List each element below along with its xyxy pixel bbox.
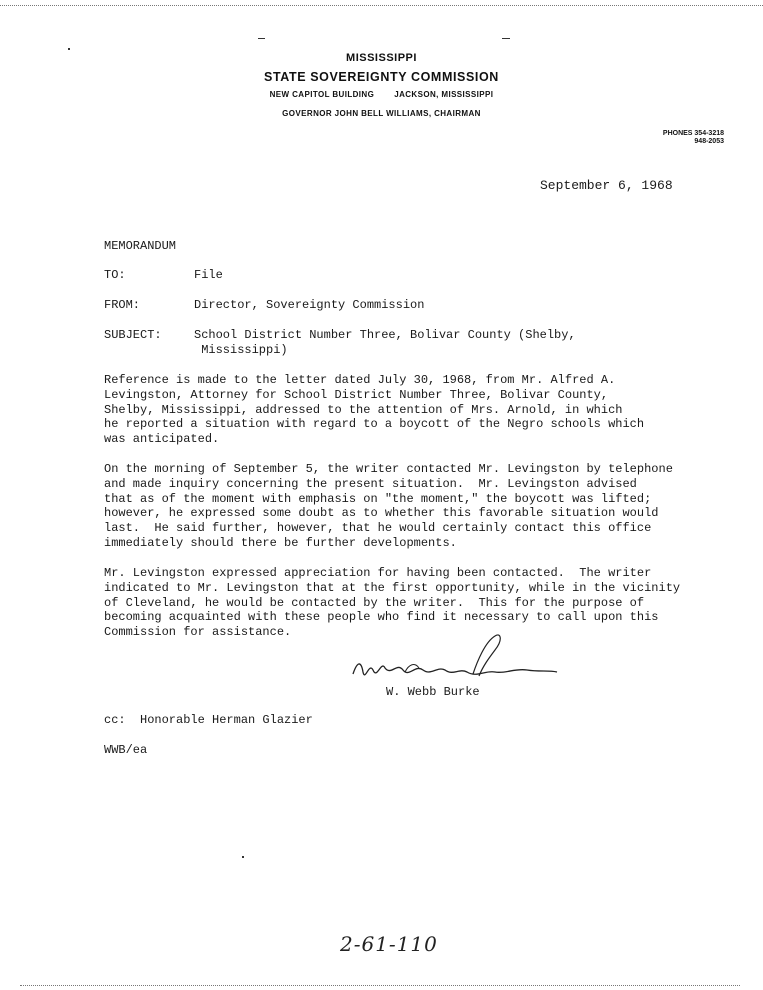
body-paragraph-2 xyxy=(104,462,714,551)
body-paragraph-1 xyxy=(104,373,714,447)
memo-date: September 6, 1968 xyxy=(540,178,673,193)
subject-line: School District Number Three, Bolivar County (Shelby, xyxy=(194,328,576,342)
bottom-edge-rule xyxy=(20,985,740,986)
scan-mark xyxy=(502,38,510,39)
scan-mark xyxy=(68,48,70,50)
subject-label: SUBJECT: xyxy=(104,328,162,342)
body-line: however, he expressed some doubt as to whether this favorable situation would xyxy=(104,506,659,521)
body-line: and made inquiry concerning the present situation. Mr. Levingston advised xyxy=(104,476,637,491)
letterhead-city: JACKSON, MISSISSIPPI xyxy=(394,90,494,99)
letterhead-state: MISSISSIPPI xyxy=(346,52,417,64)
body-line: last. He said further, however, that he would certainly contact this office xyxy=(104,521,652,536)
body-line: On the morning of September 5, the writer contacted Mr. Levingston by telephone xyxy=(104,462,673,476)
body-line: Shelby, Mississippi, addressed to the attention of Mrs. Arnold, in which xyxy=(104,402,623,417)
scan-mark xyxy=(242,856,244,858)
body-line: Reference is made to the letter dated July 30, 1968, from Mr. Alfred A. xyxy=(104,373,616,387)
body-line: Levingston, Attorney for School District Number Three, Bolivar County, xyxy=(104,387,609,402)
scan-mark xyxy=(258,38,265,39)
body-line: was anticipated. xyxy=(104,432,220,447)
to-label: TO: xyxy=(104,268,126,282)
body-line: indicated to Mr. Levingston that at the first opportunity, while in the vicinity xyxy=(104,580,681,595)
to-value: File xyxy=(194,268,223,282)
handwritten-signature xyxy=(345,632,565,692)
handwritten-file-number: 2-61-110 xyxy=(340,932,438,956)
signature-typed-name: W. Webb Burke xyxy=(386,685,480,699)
doc-type: MEMORANDUM xyxy=(104,239,177,253)
letterhead-agency: STATE SOVEREIGNTY COMMISSION xyxy=(264,70,499,84)
letterhead-address xyxy=(0,90,763,99)
body-line: immediately should there be further developments. xyxy=(104,535,457,550)
cc-line: cc: Honorable Herman Glazier xyxy=(104,713,313,727)
from-value: Director, Sovereignty Commission xyxy=(194,298,425,312)
subject-line: Mississippi) xyxy=(194,343,288,357)
top-edge-rule xyxy=(0,5,763,6)
letterhead-governor: GOVERNOR JOHN BELL WILLIAMS, CHAIRMAN xyxy=(282,109,481,118)
body-paragraph-3 xyxy=(104,566,714,640)
letterhead-building: NEW CAPITOL BUILDING xyxy=(269,90,375,99)
body-line: he reported a situation with regard to a boycott of the Negro schools which xyxy=(104,417,645,432)
from-label: FROM: xyxy=(104,298,141,312)
body-line: Commission for assistance. xyxy=(104,625,292,640)
phone-numbers xyxy=(600,130,724,146)
body-line: of Cleveland, he would be contacted by the writer. This for the purpose of xyxy=(104,595,645,610)
phone-line: 948-2053 xyxy=(694,138,724,145)
typist-initials: WWB/ea xyxy=(104,743,148,757)
body-line: Mr. Levingston expressed appreciation for having been contacted. The writer xyxy=(104,566,652,580)
body-line: that as of the moment with emphasis on "the moment," the boycott was lifted; xyxy=(104,491,652,506)
phone-line: PHONES 354-3218 xyxy=(662,130,724,137)
body-line: becoming acquainted with these people who find it necessary to call upon this xyxy=(104,610,659,625)
